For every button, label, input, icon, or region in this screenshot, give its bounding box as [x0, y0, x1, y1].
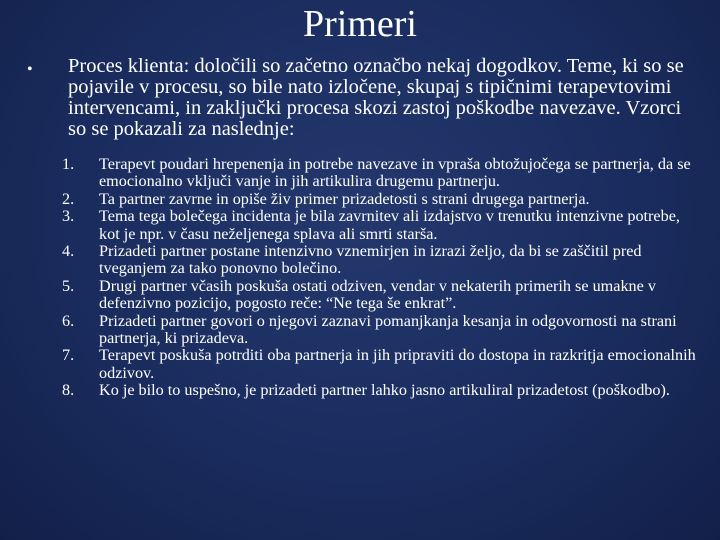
list-item: [52, 347, 702, 382]
list-item: [52, 156, 702, 191]
list-item: [52, 382, 702, 399]
list-item-text: Terapevt poudari hrepenenja in potrebe navezave in vpraša obtožujočega se partnerja, da se emocionalno vključi vanje in jih artikulira drugemu partnerju.: [99, 155, 691, 191]
list-item-text: Prizadeti partner govori o njegovi zaznavi pomanjkanja kesanja in odgovornosti na strani partnerja, ki prizadeva.: [99, 311, 677, 348]
numbered-list: [52, 156, 702, 400]
list-item: [52, 313, 702, 348]
list-item: [52, 278, 702, 313]
bullet-marker: •: [27, 61, 33, 78]
intro-paragraph: Proces klienta: določili so začetno označbo nekaj dogodkov. Teme, ki so se pojavile v procesu, so bile nato izločene, skupaj s tipičnimi terapevtovimi intervencami, in zaključki procesa skozi zastoj poškodbe navezave. Vzorci so se pokazali za naslednje:: [68, 55, 684, 140]
list-item-number: 7.: [62, 346, 75, 365]
list-item-text: Prizadeti partner postane intenzivno vznemirjen in izrazi željo, da bi se zaščitil pred tveganjem za tako ponovno bolečino.: [99, 242, 642, 278]
list-item-text: Ta partner zavrne in opiše živ primer prizadetosti s strani drugega partnerja.: [99, 189, 590, 208]
list-item-text: Drugi partner včasih poskuša ostati odziven, vendar v nekaterih primerih se umakne v defenzivno pozicijo, pogosto reče: “Ne tega še enkrat”.: [99, 276, 656, 313]
list-item: [52, 243, 702, 278]
list-item-text: Terapevt poskuša potrditi oba partnerja in jih pripraviti do dostopa in razkritja emocionalnih odzivov.: [99, 346, 696, 382]
slide-title: Primeri: [303, 3, 417, 45]
list-item-text: Tema tega bolečega incidenta je bila zavrnitev ali izdajstvo v trenutku intenzivne potrebe, kot je npr. v času neželjenega splava ali smrti starša.: [99, 207, 680, 243]
list-item-number: 8.: [62, 381, 75, 400]
list-item-number: 3.: [62, 207, 75, 226]
list-item-number: 4.: [62, 242, 75, 261]
list-item-number: 2.: [62, 189, 75, 208]
list-item-number: 5.: [62, 276, 75, 295]
list-item-text: Ko je bilo to uspešno, je prizadeti partner lahko jasno artikuliral prizadetost (poškodbo).: [99, 381, 670, 400]
list-item-number: 6.: [62, 311, 75, 330]
list-item-number: 1.: [62, 155, 75, 173]
list-item: [52, 191, 702, 208]
list-item: [52, 208, 702, 243]
